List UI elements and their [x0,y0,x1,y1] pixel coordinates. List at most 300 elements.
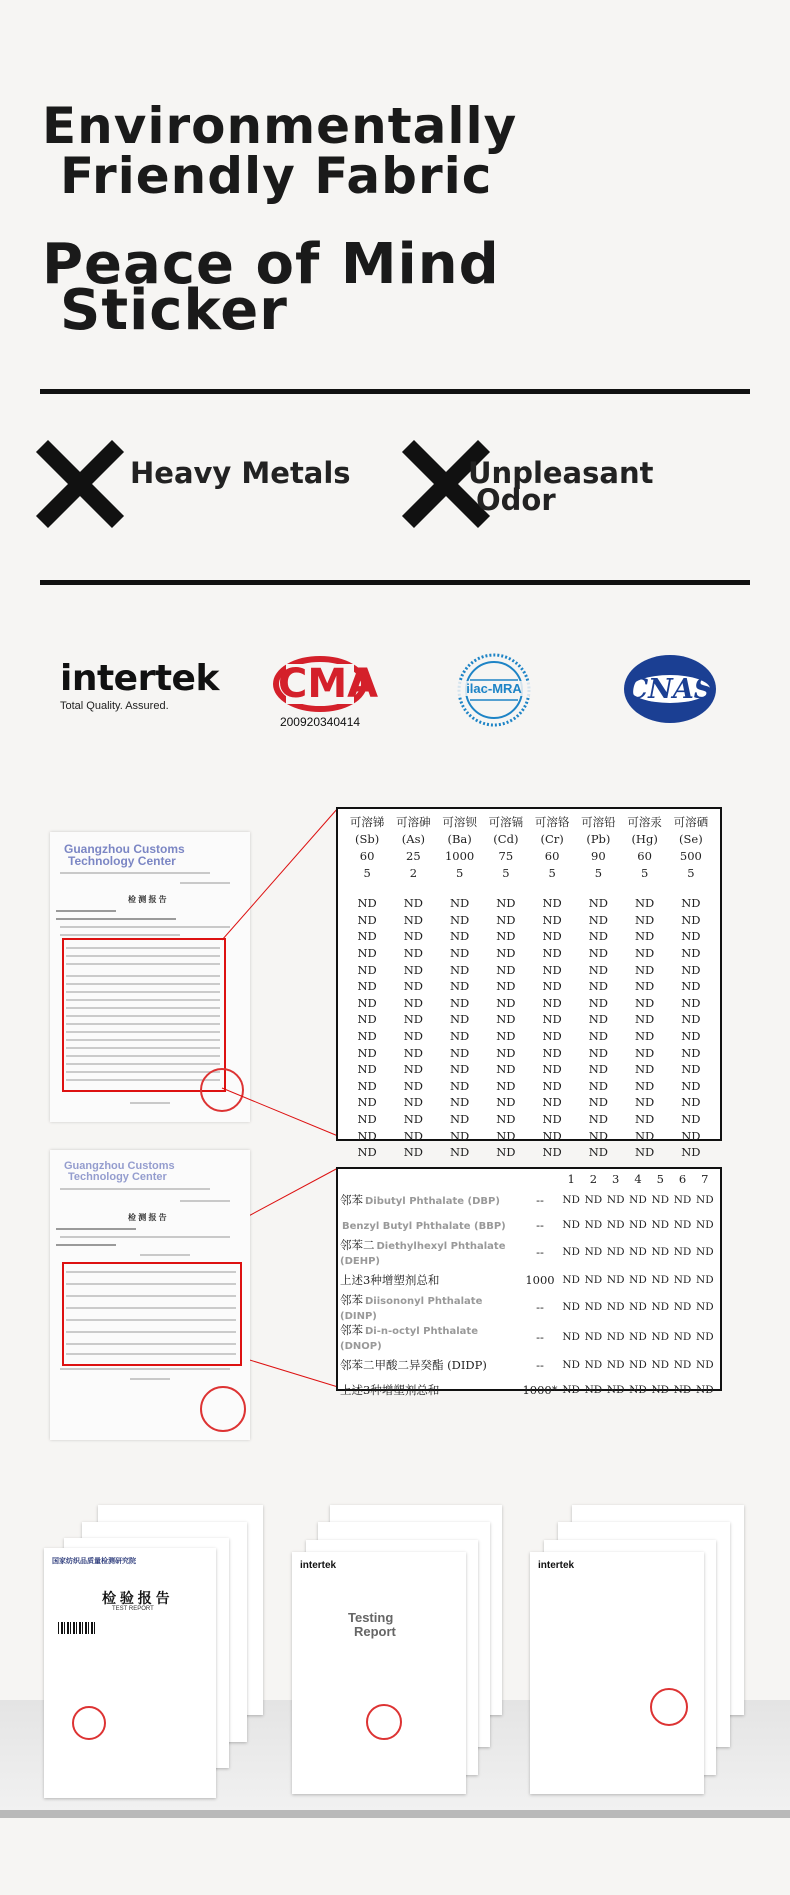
result-cell: ND [673,1246,692,1258]
result-cell: ND [696,1331,714,1343]
table-cell: ND [634,912,655,927]
table-cell: ND [588,1095,609,1110]
table-cell: ND [403,995,424,1010]
result-cell: ND [696,1273,714,1286]
result-cell: ND [606,1358,625,1371]
table-cell: ND [681,946,701,961]
cma-text: CMA [278,661,379,707]
result-cell: ND [696,1193,714,1206]
table-cell: ND [634,1078,655,1093]
result-cell: ND [562,1273,580,1286]
table-cell: ND [496,1095,516,1110]
table-cell: ND [357,912,377,927]
x-mark-icon [40,444,120,524]
table-cell: (Ba) [447,831,472,846]
table-cell: ND [681,1029,701,1044]
table-cell: ND [403,1128,424,1143]
table-cell: ND [357,979,377,994]
substance-en: Dibutyl Phthalate (DBP) [365,1195,500,1207]
certificate-2-title: Testing [348,1610,394,1625]
substance-name [340,1292,520,1322]
table-cell: (Cd) [493,831,519,846]
table-cell: ND [403,1012,424,1027]
result-cell: ND [629,1383,647,1396]
table-cell: 60 [544,848,560,863]
result-cell: ND [629,1273,647,1286]
table-cell: ND [542,1062,562,1077]
table-cell: ND [496,1012,516,1027]
table-cell: ND [681,896,701,911]
metals-result-row [344,1078,714,1095]
result-cell: ND [606,1331,625,1343]
result-cell: ND [606,1193,625,1206]
table-cell: ND [634,896,655,911]
table-cell: ND [542,962,562,977]
result-cell: ND [584,1331,603,1343]
table-cell: 1000 [444,848,475,863]
ilac-text: ilac-MRA [456,681,532,696]
table-cell: ND [542,979,562,994]
headline-line2: Friendly Fabric [60,147,493,205]
substance-name [340,1187,520,1212]
metals-result-row [344,1061,714,1078]
table-cell: ND [357,962,377,977]
result-cell: ND [673,1331,692,1343]
table-cell: ND [449,962,470,977]
substance-name [340,1377,520,1402]
result-cell: ND [562,1193,580,1206]
report1-org-line1: Guangzhou Customs [64,842,185,856]
table-cell: 75 [498,848,514,863]
table-cell: ND [496,1078,516,1093]
certificate-3 [530,1552,704,1794]
table-cell: 5 [502,865,510,880]
table-cell: (Sb) [355,831,380,846]
result-cell: ND [584,1246,603,1258]
table-cell: ND [449,1145,470,1160]
report2-org-line2: Technology Center [68,1171,167,1183]
table-cell: ND [542,896,562,911]
table-cell: ND [634,946,655,961]
substance-cn: 邻苯 [340,1323,363,1337]
table-cell: (Se) [679,831,703,846]
metals-result-row [344,928,714,945]
table-cell: ND [681,1128,701,1143]
table-cell: ND [403,1062,424,1077]
table-cell: ND [357,929,377,944]
column-number: 3 [612,1172,620,1186]
table-cell: ND [681,1078,701,1093]
table-cell: 60 [359,848,375,863]
intertek-logo [60,658,219,712]
column-number: 2 [589,1172,598,1186]
headline-line4: Sticker [60,278,288,343]
result-cell: ND [696,1246,714,1258]
result-cell: ND [584,1301,603,1313]
table-cell: ND [449,946,470,961]
intertek-tagline: Total Quality. Assured. [60,700,169,712]
metals-result-row [344,961,714,978]
report2-table-lines [64,1264,238,1360]
table-cell: ND [403,912,424,927]
table-cell: 5 [594,865,603,880]
cma-number: 200920340414 [279,715,361,729]
headline-line1: Environmentally [42,97,518,155]
report2-org-line1: Guangzhou Customs [64,1160,175,1172]
report2-seal [200,1386,246,1432]
table-cell: ND [357,1095,377,1110]
table-cell: 2 [409,865,418,880]
table-cell: ND [449,1128,470,1143]
table-cell: ND [542,1128,562,1143]
phthalate-row [340,1237,716,1267]
result-cell: ND [673,1301,692,1313]
metals-result-row [344,1144,714,1161]
result-cell: ND [651,1383,670,1396]
table-cell: ND [357,1078,377,1093]
substance-en: Diisononyl Phthalate (DINP) [340,1296,483,1322]
substance-cn: 上述3种增塑剂总和 [340,1272,440,1287]
result-cell: ND [651,1273,670,1286]
table-cell: ND [634,1112,655,1127]
table-cell: ND [496,962,516,977]
intertek-wordmark: intertek [60,658,219,699]
table-cell: ND [496,1029,516,1044]
result-cell: ND [629,1358,647,1371]
result-cell: ND [629,1246,647,1258]
result-cell: ND [562,1218,580,1231]
table-cell: ND [357,946,377,961]
column-number: 1 [567,1172,575,1186]
table-cell: ND [403,979,424,994]
result-cell: ND [673,1218,692,1231]
substance-name [340,1237,520,1267]
certificate-1 [44,1548,216,1798]
certificate-3-brand: intertek [538,1560,575,1571]
spacer-row [344,881,714,895]
metals-result-row [344,995,714,1012]
certificate-1-brand: 国家纺织品质量检测研究院 [52,1558,136,1565]
metals-result-row [344,1011,714,1028]
table-cell: ND [449,929,470,944]
table-cell: ND [681,1112,701,1127]
column-number: 6 [678,1172,687,1186]
table-cell: 可溶铅 [581,814,616,829]
certificate-1-seal [72,1706,106,1740]
table-cell: ND [357,896,377,911]
metals-result-row [344,1127,714,1144]
phthalate-row [340,1352,716,1377]
certificate-2 [292,1552,466,1794]
table-cell: ND [542,1045,562,1060]
table-cell: (Hg) [631,831,658,846]
metals-result-row [344,1111,714,1128]
certificate-2-subtitle: Report [354,1624,396,1639]
result-cell: ND [651,1358,670,1371]
table-cell: ND [449,1078,470,1093]
table-cell: ND [634,1062,655,1077]
table-cell: ND [634,979,655,994]
result-cell: ND [696,1358,714,1371]
table-cell: 可溶钡 [442,814,477,829]
table-cell: ND [403,1112,424,1127]
result-cell: ND [606,1273,625,1286]
table-cell: ND [634,995,655,1010]
table-cell: ND [449,995,470,1010]
table-cell: ND [403,1095,424,1110]
table-cell: 90 [591,848,606,863]
limit-value: -- [536,1217,544,1232]
table-cell: ND [634,1045,655,1060]
table-cell: ND [588,1128,609,1143]
metals-result-row [344,1044,714,1061]
cma-logo [272,656,379,729]
table-cell: 5 [640,865,649,880]
table-cell: ND [681,1045,701,1060]
table-cell: ND [681,962,701,977]
claim-odor-line1: Unpleasant [468,456,654,490]
table-cell: 5 [363,865,371,880]
phthalate-results-table [340,1171,716,1402]
table-cell: ND [634,929,655,944]
table-cell: 可溶镉 [488,814,524,829]
substance-cn: 邻苯 [340,1192,363,1207]
table-cell: ND [403,962,424,977]
metals-result-row [344,912,714,929]
table-cell: ND [542,1078,562,1093]
result-cell: ND [606,1246,625,1258]
report1-table-lines [64,940,222,1086]
table-cell: ND [449,1029,470,1044]
substance-name [340,1322,520,1352]
table-cell: ND [449,979,470,994]
result-cell: ND [696,1218,714,1231]
table-cell: ND [634,1128,655,1143]
certificate-2-brand: intertek [300,1560,337,1571]
table-cell: ND [403,929,424,944]
substance-cn: 邻苯二 [340,1238,375,1252]
table-cell: ND [542,1112,562,1127]
limit-value: -- [536,1300,544,1314]
table-cell: ND [496,912,516,927]
column-number: 7 [701,1172,709,1186]
table-cell: ND [449,1045,470,1060]
table-cell: (Pb) [586,831,611,846]
table-cell: ND [588,979,609,994]
substance-en: Di-n-octyl Phthalate (DNOP) [340,1326,478,1352]
table-cell: ND [496,1045,516,1060]
table-cell: ND [449,1112,470,1127]
table-cell: ND [496,1145,516,1160]
table-cell: ND [449,1012,470,1027]
table-cell: 25 [406,848,421,863]
result-cell: ND [584,1273,603,1286]
phthalate-row [340,1377,716,1402]
table-cell: ND [681,1095,701,1110]
table-cell: ND [403,1045,424,1060]
table-cell: ND [357,1128,377,1143]
table-cell: ND [542,1029,562,1044]
certificate-1-subtitle: TEST REPORT [112,1606,154,1612]
table-cell: ND [542,946,562,961]
table-cell: ND [496,995,516,1010]
result-cell: ND [673,1383,692,1396]
certificate-1-title: 检 验 报 告 [102,1590,170,1606]
table-cell: ND [542,1095,562,1110]
metals-result-row [344,895,714,912]
report1-seal [200,1068,244,1112]
table-cell: ND [449,1062,470,1077]
table-cell: (Cr) [540,831,564,846]
table-cell: 5 [548,865,556,880]
table-cell: ND [357,1029,377,1044]
table-cell: ND [542,995,562,1010]
table-cell: ND [588,1112,609,1127]
certificate-2-seal [366,1704,402,1740]
phthalate-row [340,1267,716,1292]
limit-value: -- [536,1245,544,1259]
table-cell: ND [588,1045,609,1060]
table-cell: ND [449,896,470,911]
heavy-metals-zoom-table [336,807,722,1160]
result-cell: ND [673,1358,692,1371]
cnas-text: CNAS [626,674,714,705]
metals-result-row [344,978,714,995]
table-cell: ND [403,1078,424,1093]
phthalate-row [340,1322,716,1352]
table-cell: ND [588,1012,609,1027]
limit-value: -- [536,1192,544,1207]
claim-heavy-metals: Heavy Metals [130,456,351,490]
report1-title: 检 测 报 告 [128,895,167,904]
table-cell: 5 [455,865,464,880]
table-cell: ND [681,1012,701,1027]
table-cell: ND [588,896,609,911]
limit-value: 1000 [525,1272,555,1287]
table-cell: ND [357,1112,377,1127]
substance-en: Benzyl Butyl Phthalate (BBP) [342,1220,506,1232]
table-cell: (As) [401,831,425,846]
table-cell: ND [588,929,609,944]
table-cell: ND [681,979,701,994]
table-cell: ND [681,1062,701,1077]
phthalate-header-row [340,1171,716,1187]
table-cell: ND [681,1145,701,1160]
result-cell: ND [562,1301,580,1313]
result-cell: ND [629,1218,647,1231]
report1-org-line2: Technology Center [68,854,176,868]
result-cell: ND [651,1301,670,1313]
report-phthalate-thumbnail [50,1150,250,1440]
substance-name [340,1267,520,1292]
phthalate-zoom-table [336,1167,722,1397]
table-cell: 500 [679,848,702,863]
phthalate-row [340,1187,716,1212]
barcode-icon [58,1622,96,1634]
headline-line3: Peace of Mind [42,232,500,297]
metals-header-row [344,813,714,830]
substance-name [340,1212,520,1237]
result-cell: ND [651,1246,670,1258]
result-cell: ND [584,1358,603,1371]
column-number: 5 [656,1172,664,1186]
table-cell: ND [588,1145,609,1160]
limit-value: 1000* [522,1382,558,1397]
phthalate-row [340,1292,716,1322]
table-cell: ND [496,1112,516,1127]
table-cell: 5 [687,865,695,880]
table-cell: 可溶硒 [673,814,709,829]
table-cell: ND [449,1095,470,1110]
table-cell: ND [542,1145,562,1160]
result-cell: ND [606,1383,625,1396]
table-cell: ND [634,1145,655,1160]
result-cell: ND [629,1193,647,1206]
metals-result-row [344,945,714,962]
phthalate-row [340,1212,716,1237]
table-cell: ND [588,962,609,977]
table-cell: ND [496,929,516,944]
result-cell: ND [562,1246,580,1258]
result-cell: ND [606,1218,625,1231]
table-cell: ND [634,1095,655,1110]
table-cell: ND [681,995,701,1010]
result-cell: ND [651,1218,670,1231]
metals-symbol-row [344,830,714,847]
cnas-logo [622,652,718,726]
report2-title: 检 测 报 告 [128,1213,167,1222]
metals-result-row [344,1028,714,1045]
report-heavy-metals-thumbnail [50,832,250,1122]
table-cell: ND [496,896,516,911]
table-cell: ND [449,912,470,927]
table-cell: ND [403,896,424,911]
table-cell: ND [403,946,424,961]
table-cell: ND [357,995,377,1010]
table-cell: ND [496,946,516,961]
top-divider [40,389,750,394]
ilac-mra-logo [456,652,532,728]
table-cell: ND [681,929,701,944]
result-cell: ND [606,1301,625,1313]
table-cell: ND [588,995,609,1010]
substance-cn: 邻苯二甲酸二异癸酯 (DIDP) [340,1357,487,1372]
table-cell: ND [588,1029,609,1044]
table-cell: ND [542,1012,562,1027]
table-cell: ND [357,1012,377,1027]
result-cell: ND [562,1358,580,1371]
table-cell: 可溶锑 [349,814,385,829]
result-cell: ND [673,1193,692,1206]
metals-detection-row [344,864,714,881]
table-cell: 可溶砷 [396,814,431,829]
result-cell: ND [584,1218,603,1231]
heavy-metals-results-table [344,813,714,1161]
table-cell: ND [634,1029,655,1044]
column-number: 4 [634,1172,642,1186]
metals-result-row [344,1094,714,1111]
limit-value: -- [536,1357,544,1372]
table-cell: 可溶铬 [534,814,570,829]
table-cell: ND [542,929,562,944]
result-cell: ND [629,1301,647,1313]
result-cell: ND [696,1383,714,1396]
table-cell: 60 [637,848,652,863]
table-cell: ND [588,1078,609,1093]
table-cell: ND [634,962,655,977]
table-cell: ND [588,1062,609,1077]
certificate-3-seal [650,1688,688,1726]
